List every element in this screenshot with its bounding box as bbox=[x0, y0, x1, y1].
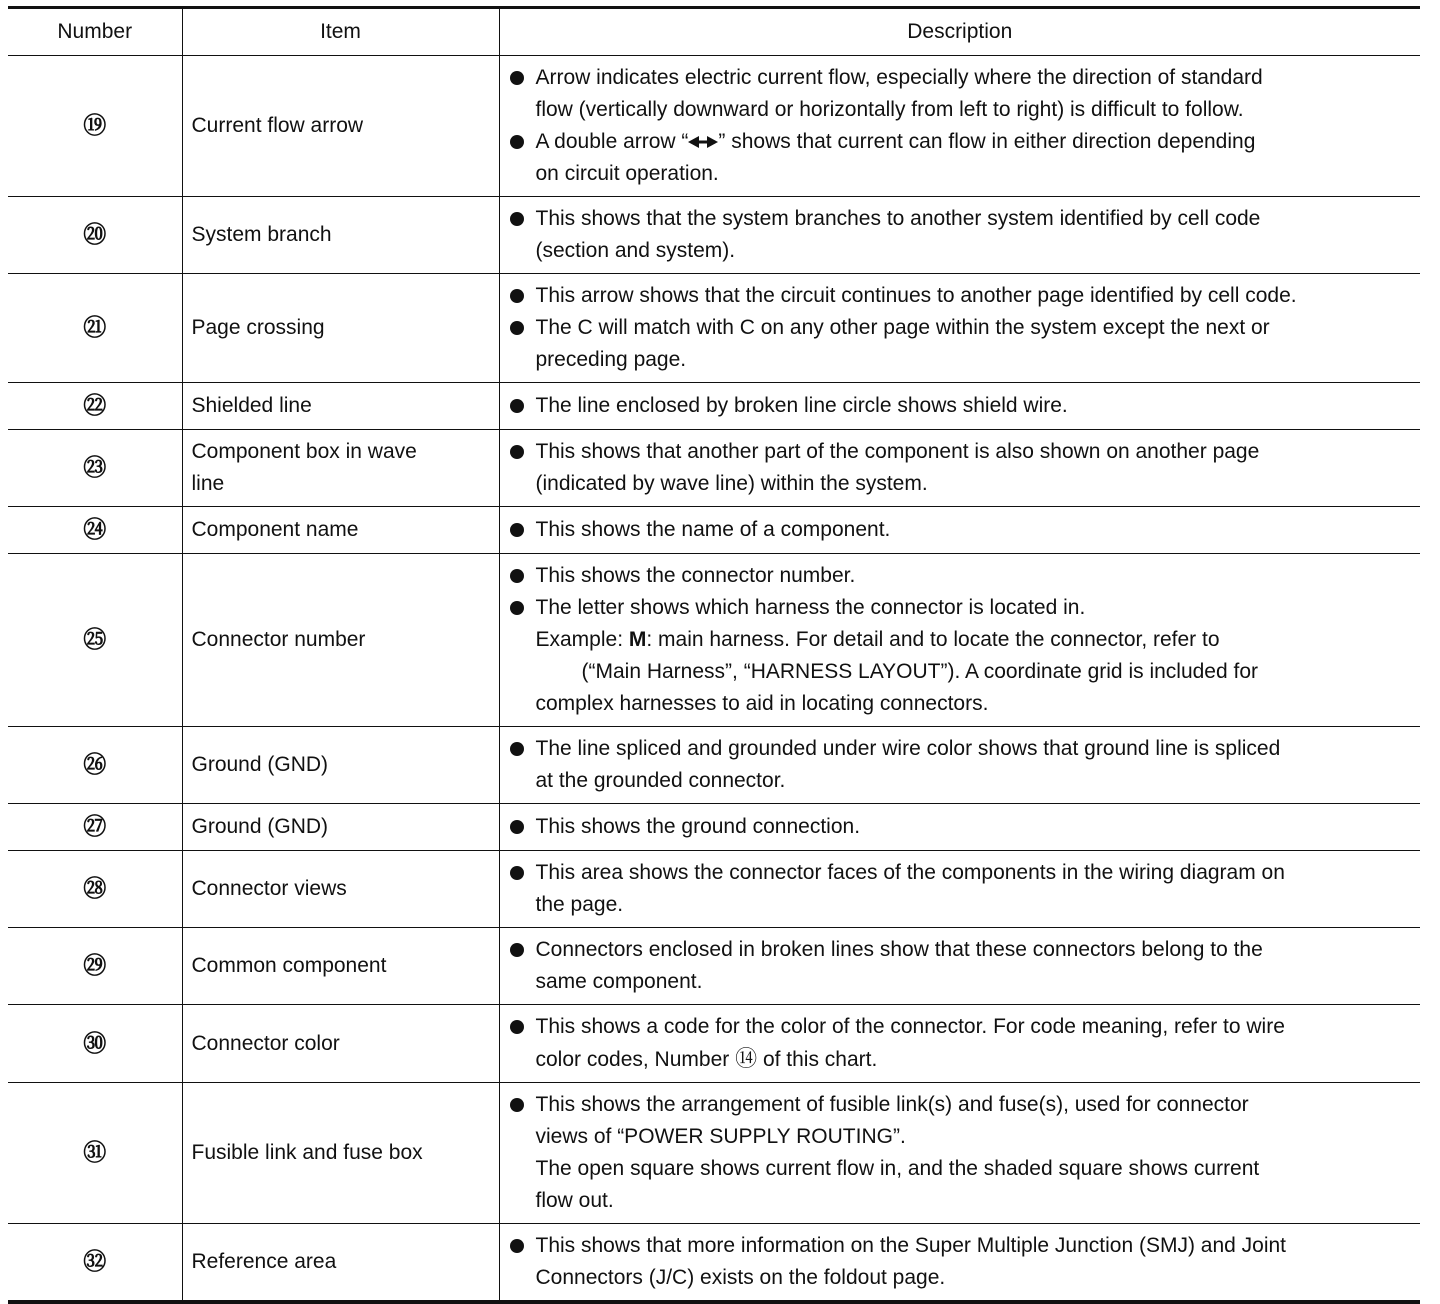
row-description: This shows that another part of the component is also shown on another page (indicated by wave line) within the system. bbox=[499, 430, 1420, 507]
table-row bbox=[8, 383, 1420, 430]
bullet-icon bbox=[510, 523, 524, 537]
row-number: ㉕ bbox=[83, 626, 107, 652]
bullet-icon bbox=[510, 135, 524, 149]
bullet-icon bbox=[510, 820, 524, 834]
bullet-icon bbox=[510, 569, 524, 583]
table-row bbox=[8, 928, 1420, 1005]
row-item: Reference area bbox=[182, 1224, 499, 1303]
row-description: This arrow shows that the circuit continues to another page identified by cell code. The C will match with C on any other page within the system except the next or preceding page. bbox=[499, 274, 1420, 383]
row-item: Fusible link and fuse box bbox=[182, 1083, 499, 1224]
table-row bbox=[8, 804, 1420, 851]
row-item: Connector views bbox=[182, 851, 499, 928]
legend-table-container bbox=[8, 6, 1420, 1304]
row-item: Component name bbox=[182, 507, 499, 554]
row-number: ㉗ bbox=[83, 813, 107, 839]
bullet-icon bbox=[510, 71, 524, 85]
table-row bbox=[8, 274, 1420, 383]
row-item: Connector number bbox=[182, 554, 499, 727]
row-number: ㉛ bbox=[83, 1139, 107, 1165]
bullet-icon bbox=[510, 1020, 524, 1034]
row-number: ㉖ bbox=[83, 751, 107, 777]
bullet-icon bbox=[510, 601, 524, 615]
row-item: System branch bbox=[182, 197, 499, 274]
table-row bbox=[8, 1083, 1420, 1224]
bullet-line: A double arrow “ ” shows that current can flow in either direction depending bbox=[508, 126, 1415, 158]
header-description: Description bbox=[499, 8, 1420, 56]
row-item: Ground (GND) bbox=[182, 804, 499, 851]
bullet-icon bbox=[510, 212, 524, 226]
row-item: Component box in wave line bbox=[182, 430, 499, 507]
row-description: Connectors enclosed in broken lines show that these connectors belong to the same component. bbox=[499, 928, 1420, 1005]
row-item: Shielded line bbox=[182, 383, 499, 430]
bullet-icon bbox=[510, 1239, 524, 1253]
table-row bbox=[8, 430, 1420, 507]
reference-number: ⑭ bbox=[735, 1046, 758, 1071]
row-number: ㉘ bbox=[83, 875, 107, 901]
table-row bbox=[8, 1224, 1420, 1303]
row-item: Common component bbox=[182, 928, 499, 1005]
table-row bbox=[8, 851, 1420, 928]
row-description: This shows a code for the color of the connector. For code meaning, refer to wire color codes, Number ⑭ of this chart. bbox=[499, 1005, 1420, 1083]
row-description: This area shows the connector faces of the components in the wiring diagram on the page. bbox=[499, 851, 1420, 928]
row-description: This shows that the system branches to another system identified by cell code (section and system). bbox=[499, 197, 1420, 274]
table-row bbox=[8, 56, 1420, 197]
bullet-icon bbox=[510, 445, 524, 459]
double-arrow-icon bbox=[688, 135, 718, 149]
header-item: Item bbox=[182, 8, 499, 56]
row-number: ㉔ bbox=[83, 516, 107, 542]
row-description: This shows the arrangement of fusible link(s) and fuse(s), used for connector views of “POWER SUPPLY ROUTING”. The open square shows current flow in, and the shaded square shows current flow out. bbox=[499, 1083, 1420, 1224]
row-item: Ground (GND) bbox=[182, 727, 499, 804]
bullet-icon bbox=[510, 866, 524, 880]
row-description: This shows the ground connection. bbox=[499, 804, 1420, 851]
bullet-icon bbox=[510, 1098, 524, 1112]
row-item: Connector color bbox=[182, 1005, 499, 1083]
bullet-icon bbox=[510, 289, 524, 303]
bullet-icon bbox=[510, 321, 524, 335]
row-description: This shows the connector number. The letter shows which harness the connector is located in. Example: M: main harness. For detail and to locate the connector, refer to (“Main Harness”, “HARNESS LAYOUT”). A coordinate grid is included for complex harnesses to aid in locating connectors. bbox=[499, 554, 1420, 727]
row-number: ㉓ bbox=[83, 454, 107, 480]
table-row bbox=[8, 197, 1420, 274]
row-number: ㉑ bbox=[83, 314, 107, 340]
bullet-line: Arrow indicates electric current flow, especially where the direction of standard bbox=[508, 62, 1415, 94]
row-item: Page crossing bbox=[182, 274, 499, 383]
row-description: This shows that more information on the Super Multiple Junction (SMJ) and Joint Connectors (J/C) exists on the foldout page. bbox=[499, 1224, 1420, 1303]
row-number: ㉜ bbox=[83, 1248, 107, 1274]
row-description: This shows the name of a component. bbox=[499, 507, 1420, 554]
row-number: ⑳ bbox=[83, 221, 107, 247]
row-description: The line spliced and grounded under wire color shows that ground line is spliced at the grounded connector. bbox=[499, 727, 1420, 804]
row-number: ㉙ bbox=[83, 952, 107, 978]
bullet-icon bbox=[510, 742, 524, 756]
row-description: Arrow indicates electric current flow, especially where the direction of standard flow (vertically downward or horizontally from left to right) is difficult to follow. A double arrow “ ” shows that current can flow in either direction depending on circuit operation. bbox=[499, 56, 1420, 197]
row-number: ㉚ bbox=[83, 1029, 107, 1056]
header-number: Number bbox=[8, 8, 182, 56]
bullet-icon bbox=[510, 943, 524, 957]
table-row bbox=[8, 727, 1420, 804]
table-row bbox=[8, 554, 1420, 727]
row-description: The line enclosed by broken line circle shows shield wire. bbox=[499, 383, 1420, 430]
bullet-icon bbox=[510, 399, 524, 413]
table-row bbox=[8, 507, 1420, 554]
table-header-row bbox=[8, 8, 1420, 56]
row-number: ㉒ bbox=[83, 392, 107, 418]
row-item: Current flow arrow bbox=[182, 56, 499, 197]
legend-table bbox=[8, 6, 1420, 1304]
row-number: ⑲ bbox=[83, 112, 107, 138]
table-row bbox=[8, 1005, 1420, 1083]
